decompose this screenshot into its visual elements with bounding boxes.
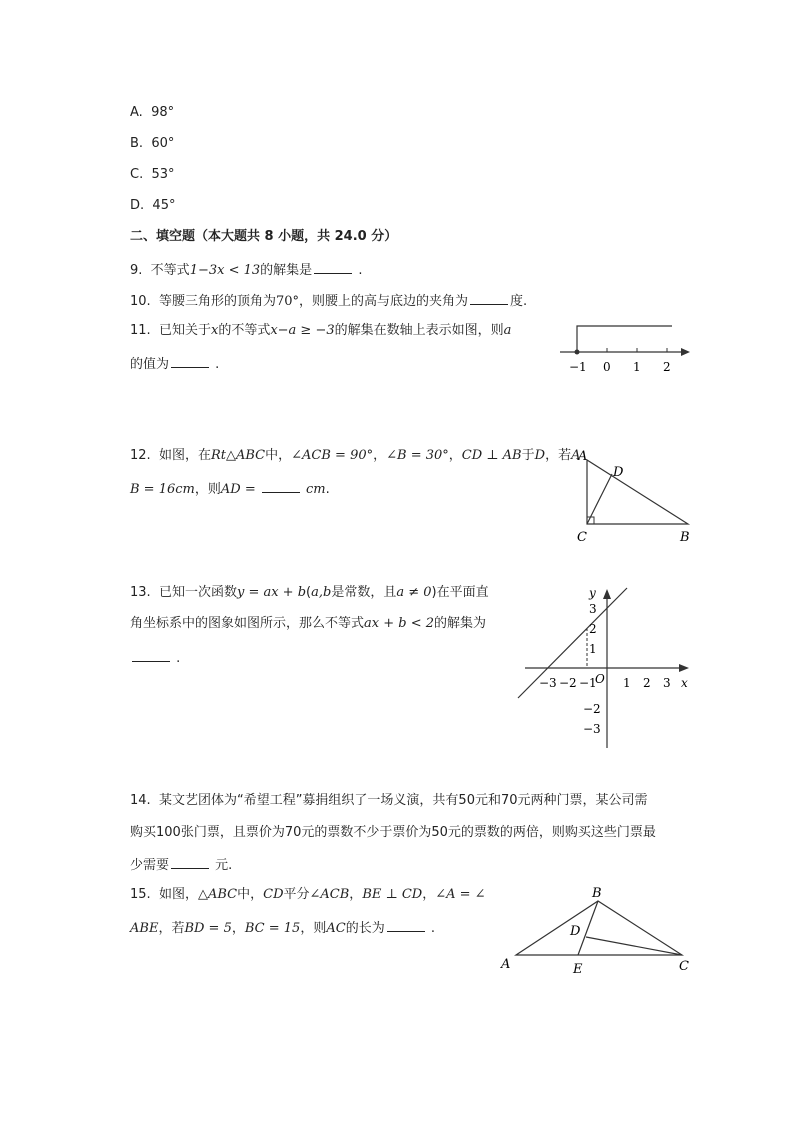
y-tick-label: 3 bbox=[589, 602, 597, 616]
q15-math: BD = 5 bbox=[184, 921, 232, 936]
q15-math: ∠ACB bbox=[309, 887, 350, 902]
question-number: 11. bbox=[130, 323, 151, 338]
q11-text: 的解集在数轴上表示如图，则 bbox=[334, 323, 504, 338]
q15-text: 平分 bbox=[283, 887, 310, 902]
q12-text: ， bbox=[448, 448, 462, 463]
question-14 bbox=[130, 792, 648, 810]
question-14-line3 bbox=[130, 855, 232, 875]
q13-math: ax + b < 2 bbox=[364, 616, 435, 631]
q12-end: . bbox=[325, 482, 330, 497]
vertex-label: D bbox=[613, 465, 624, 480]
q12-math: B = 16cm bbox=[130, 482, 195, 497]
q11-text: 已知关于 bbox=[158, 323, 211, 338]
q10-angle: 70° bbox=[275, 294, 300, 309]
x-axis-label: x bbox=[681, 676, 688, 690]
question-10 bbox=[130, 291, 527, 311]
vertex-label: D bbox=[570, 924, 581, 939]
question-13-line3 bbox=[130, 648, 180, 668]
q13-math: a ≠ 0 bbox=[396, 585, 432, 600]
x-axis-arrow-icon bbox=[679, 664, 689, 672]
option-letter: B. bbox=[130, 136, 144, 151]
q13-end: . bbox=[176, 651, 181, 666]
q12-unit: cm bbox=[306, 482, 326, 497]
q9-text: 的解集是 bbox=[260, 263, 313, 278]
answer-blank[interactable] bbox=[387, 918, 425, 932]
question-9 bbox=[130, 260, 362, 280]
q15-text: 的长为 bbox=[345, 921, 385, 936]
x-tick-label: −1 bbox=[579, 676, 597, 690]
question-15-line2 bbox=[130, 918, 435, 938]
q14-text: 某文艺团体为“希望工程”募捐组织了一场义演，共有50元和70元两种门票，某公司需 bbox=[158, 793, 648, 808]
q15-text: ，若 bbox=[158, 921, 185, 936]
q12-text: ，则 bbox=[194, 482, 221, 497]
question-13 bbox=[130, 584, 489, 602]
x-tick-label: 3 bbox=[663, 676, 671, 690]
q15-text: ， bbox=[422, 887, 436, 902]
option-letter: C. bbox=[130, 167, 144, 182]
q12-math: AD = bbox=[220, 482, 256, 497]
q13-text: ( bbox=[306, 585, 312, 600]
question-13-line2 bbox=[130, 615, 486, 633]
q15-text: 中， bbox=[237, 887, 264, 902]
y-tick-label: 2 bbox=[589, 622, 597, 636]
option-value: 60° bbox=[151, 136, 175, 151]
y-axis-arrow-icon bbox=[603, 589, 611, 599]
question-12 bbox=[130, 447, 580, 465]
question-15 bbox=[130, 886, 486, 904]
q15-text: 如图， bbox=[158, 887, 198, 902]
coordinate-graph-13 bbox=[515, 583, 695, 753]
vertex-label: B bbox=[592, 886, 602, 901]
question-number: 9. bbox=[130, 263, 143, 278]
q15-math: BC = 15 bbox=[244, 921, 301, 936]
q12-math: Rt△ABC bbox=[210, 448, 266, 463]
q11-var: a bbox=[503, 323, 512, 338]
option-value: 53° bbox=[151, 167, 175, 182]
question-number: 10. bbox=[130, 294, 151, 309]
q11-var: x bbox=[210, 323, 219, 338]
solution-ray bbox=[577, 326, 672, 352]
q14-text: 购买100张门票，且票价为70元的票数不少于票价为50元的票数的两倍，则购买这些门票最 bbox=[130, 825, 656, 840]
tick-label: 2 bbox=[663, 360, 671, 374]
q13-text: 已知一次函数 bbox=[158, 585, 237, 600]
q12-math: A bbox=[571, 448, 581, 463]
option-b bbox=[130, 135, 174, 153]
option-c bbox=[130, 166, 175, 184]
triangle-figure-15 bbox=[498, 885, 698, 980]
question-number: 12. bbox=[130, 448, 151, 463]
q13-text: 的解集为 bbox=[434, 616, 487, 631]
question-14-line2 bbox=[130, 824, 656, 842]
q11-end: . bbox=[215, 357, 220, 372]
triangle-abc bbox=[516, 901, 682, 955]
question-11 bbox=[130, 322, 511, 340]
tick-label: −1 bbox=[569, 360, 587, 374]
answer-blank[interactable] bbox=[470, 291, 508, 305]
y-axis-label: y bbox=[589, 586, 596, 600]
q15-text: ， bbox=[349, 887, 363, 902]
answer-blank[interactable] bbox=[314, 260, 352, 274]
question-number: 14. bbox=[130, 793, 151, 808]
q12-text: ， bbox=[373, 448, 387, 463]
question-11-line2 bbox=[130, 354, 219, 374]
triangle-abc bbox=[587, 460, 688, 524]
q12-math: CD ⊥ AB bbox=[461, 448, 522, 463]
q12-text: 于 bbox=[521, 448, 535, 463]
option-value: 45° bbox=[152, 198, 176, 213]
q11-expression: x−a ≥ −3 bbox=[270, 323, 335, 338]
q9-text: 不等式 bbox=[150, 263, 190, 278]
q15-math: ABE bbox=[130, 921, 159, 936]
q15-math: CD bbox=[263, 887, 284, 902]
vertex-label: B bbox=[680, 530, 690, 545]
vertex-label: A bbox=[501, 957, 511, 972]
q15-text: ，则 bbox=[300, 921, 327, 936]
vertex-label: C bbox=[679, 959, 689, 974]
q14-text: 少需要 bbox=[130, 858, 170, 873]
q12-math: D bbox=[534, 448, 546, 463]
q15-text: ， bbox=[231, 921, 245, 936]
q15-end: . bbox=[430, 921, 435, 936]
vertex-label: C bbox=[577, 530, 587, 545]
answer-blank[interactable] bbox=[171, 855, 209, 869]
q15-math: BE ⊥ CD bbox=[362, 887, 423, 902]
tick-label: 1 bbox=[633, 360, 641, 374]
y-tick-label: 1 bbox=[589, 642, 597, 656]
q11-text: 的不等式 bbox=[218, 323, 271, 338]
y-tick-label: −3 bbox=[583, 722, 601, 736]
option-letter: A. bbox=[130, 105, 143, 120]
q10-text: 等腰三角形的顶角为 bbox=[158, 294, 276, 309]
y-tick-label: −2 bbox=[583, 702, 601, 716]
q12-text: 如图，在 bbox=[158, 448, 211, 463]
answer-blank[interactable] bbox=[171, 354, 209, 368]
option-value: 98° bbox=[151, 105, 175, 120]
number-line-figure bbox=[560, 318, 700, 378]
origin-label: O bbox=[595, 672, 605, 686]
question-number: 13. bbox=[130, 585, 151, 600]
x-tick-label: 1 bbox=[623, 676, 631, 690]
question-12-line2 bbox=[130, 479, 330, 499]
segment-be bbox=[578, 901, 598, 955]
vertex-label: E bbox=[573, 962, 583, 977]
option-d bbox=[130, 197, 175, 215]
question-number: 15. bbox=[130, 887, 151, 902]
q14-text: 元. bbox=[215, 858, 233, 873]
section-header: 二、填空题（本大题共 8 小题，共 24.0 分） bbox=[130, 229, 398, 244]
q15-math: ∠A = ∠ bbox=[435, 887, 486, 902]
q11-text: 的值为 bbox=[130, 357, 170, 372]
vertex-label: A bbox=[578, 449, 588, 464]
q13-text: 角坐标系中的图象如图所示，那么不等式 bbox=[130, 616, 365, 631]
q15-math: △ABC bbox=[197, 887, 238, 902]
q13-text: )在平面直 bbox=[431, 585, 489, 600]
q13-math: y = ax + b bbox=[236, 585, 307, 600]
arrow-icon bbox=[681, 348, 690, 356]
q9-end: . bbox=[358, 263, 363, 278]
q10-end: 度. bbox=[510, 294, 528, 309]
q12-math: ∠ACB = 90° bbox=[291, 448, 374, 463]
option-letter: D. bbox=[130, 198, 145, 213]
answer-blank[interactable] bbox=[262, 479, 300, 493]
q15-math: AC bbox=[326, 921, 346, 936]
q9-expression: 1−3x < 13 bbox=[189, 263, 261, 278]
x-tick-label: −3 bbox=[539, 676, 557, 690]
answer-blank[interactable] bbox=[132, 648, 170, 662]
q12-text: ，若 bbox=[545, 448, 572, 463]
tick-label: 0 bbox=[603, 360, 611, 374]
q12-text: 中， bbox=[265, 448, 292, 463]
option-a bbox=[130, 104, 174, 122]
q13-math: a,b bbox=[311, 585, 332, 600]
q10-text: ，则腰上的高与底边的夹角为 bbox=[299, 294, 469, 309]
solid-dot bbox=[575, 350, 580, 355]
x-tick-label: 2 bbox=[643, 676, 651, 690]
q13-text: 是常数，且 bbox=[331, 585, 397, 600]
x-tick-label: −2 bbox=[559, 676, 577, 690]
triangle-figure-12 bbox=[570, 448, 700, 548]
q12-math: ∠B = 30° bbox=[386, 448, 449, 463]
